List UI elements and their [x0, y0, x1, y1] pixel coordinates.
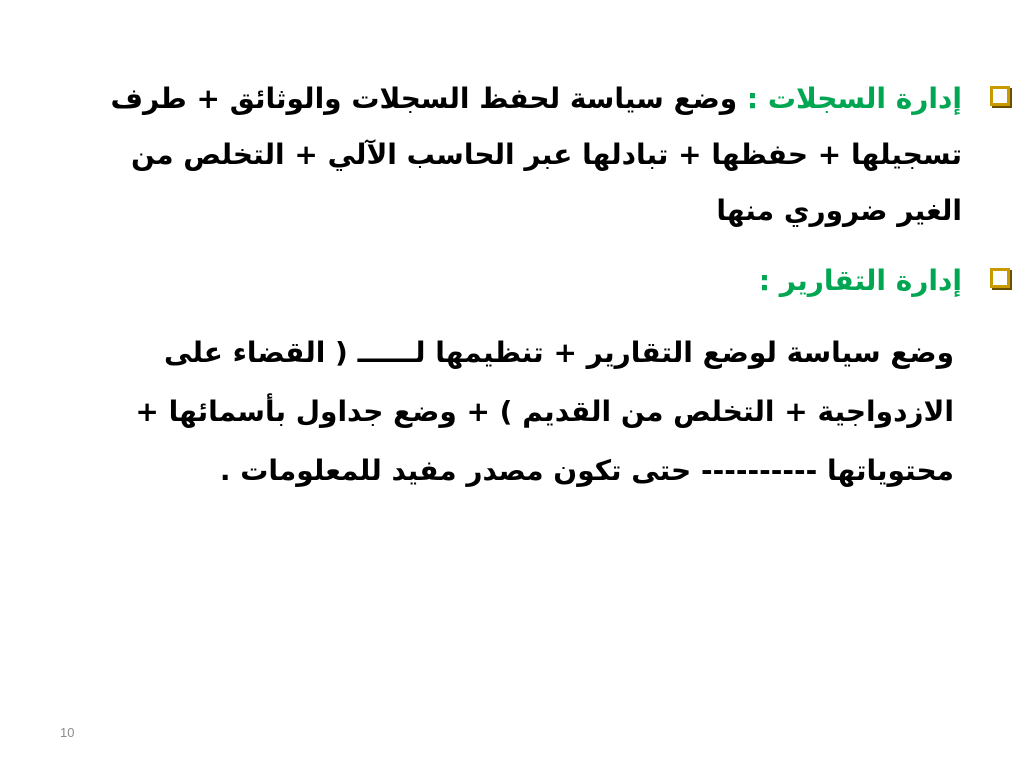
bullet-item-records [60, 71, 962, 239]
slide-number: 10 [60, 725, 75, 740]
square-bullet-icon [990, 86, 1010, 106]
bullet-item-reports [60, 253, 962, 309]
reports-paragraph: وضع سياسة لوضع التقارير + تنظيمها لــــــ ( القضاء على الازدواجية + التخلص من القديم ) + وضع جداول بأسمائها + محتوياتها ---------- حتى تكون مصدر مفيد للمعلومات . [135, 336, 954, 487]
records-body: وضع سياسة لحفظ السجلات والوثائق + طرف تسجيلها + حفظها + تبادلها عبر الحاسب الآلي + التخلص من الغير ضروري منها [110, 82, 962, 227]
reports-heading: إدارة التقارير : [758, 264, 962, 297]
square-bullet-icon [990, 268, 1010, 288]
records-heading: إدارة السجلات : [746, 82, 962, 115]
